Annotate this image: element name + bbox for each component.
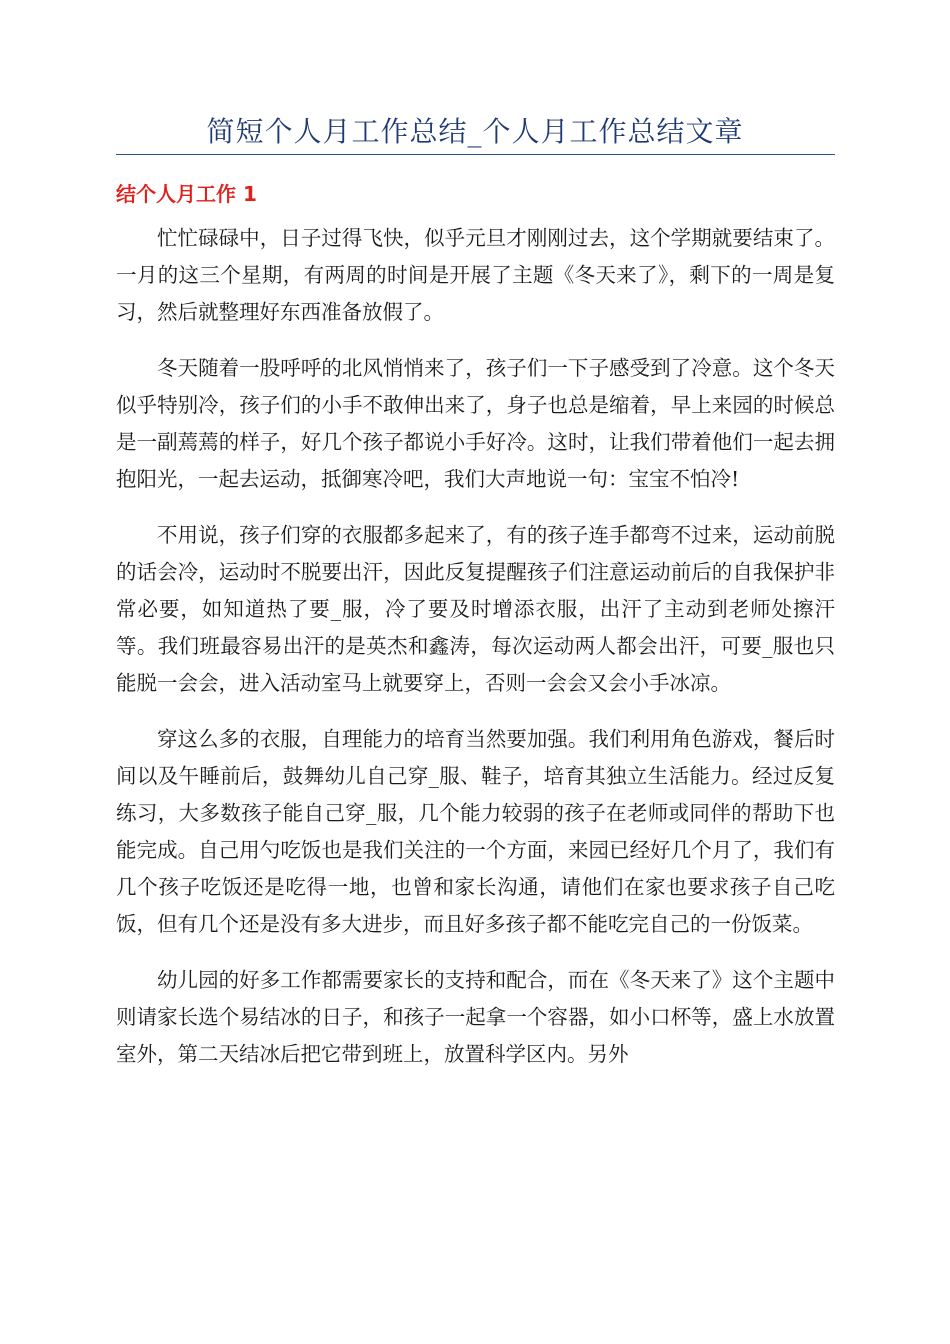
paragraph-1: 忙忙碌碌中，日子过得飞快，似乎元旦才刚刚过去，这个学期就要结束了。一月的这三个星期，有两周的时间是开展了主题《冬天来了》，剩下的一周是复习，然后就整理好东西准备放假了。 [116,226,835,324]
document-title: 简短个人月工作总结_个人月工作总结文章 [206,115,744,148]
paragraph-4: 穿这么多的衣服，自理能力的培育当然要加强。我们利用角色游戏，餐后时间以及午睡前后，鼓舞幼儿自己穿_服、鞋子，培育其独立生活能力。经过反复练习，大多数孩子能自己穿_服，几个能力较弱的孩子在老师或同伴的帮助下也能完成。自己用勺吃饭也是我们关注的一个方面，来园已经好几个月了，我们有几个孩子吃饭还是吃得一地，也曾和家长沟通，请他们在家也要求孩子自己吃饭，但有几个还是没有多大进步，而且好多孩子都不能吃完自己的一份饭菜。 [116,727,835,936]
title-underline-divider [116,154,835,155]
section-heading: 结个人月工作 1 [116,182,257,206]
paragraph-2: 冬天随着一股呼呼的北风悄悄来了，孩子们一下子感受到了冷意。这个冬天似乎特别冷，孩子们的小手不敢伸出来了，身子也总是缩着，早上来园的时候总是一副蔫蔫的样子，好几个孩子都说小手好冷。这时，让我们带着他们一起去拥抱阳光，一起去运动，抵御寒冷吧，我们大声地说一句：宝宝不怕冷! [116,356,835,491]
document-body [116,220,835,1092]
paragraph-3: 不用说，孩子们穿的衣服都多起来了，有的孩子连手都弯不过来，运动前脱的话会冷，运动时不脱要出汗，因此反复提醒孩子们注意运动前后的自我保护非常必要，如知道热了要_服，冷了要及时增添衣服，出汗了主动到老师处擦汗等。我们班最容易出汗的是英杰和鑫涛，每次运动两人都会出汗，可要_服也只能脱一会会，进入活动室马上就要穿上，否则一会会又会小手冰凉。 [116,523,835,695]
paragraph-5: 幼儿园的好多工作都需要家长的支持和配合，而在《冬天来了》这个主题中则请家长选个易结冰的日子，和孩子一起拿一个容器，如小口杯等，盛上水放置室外，第二天结冰后把它带到班上，放置科学区内。另外 [116,968,835,1066]
